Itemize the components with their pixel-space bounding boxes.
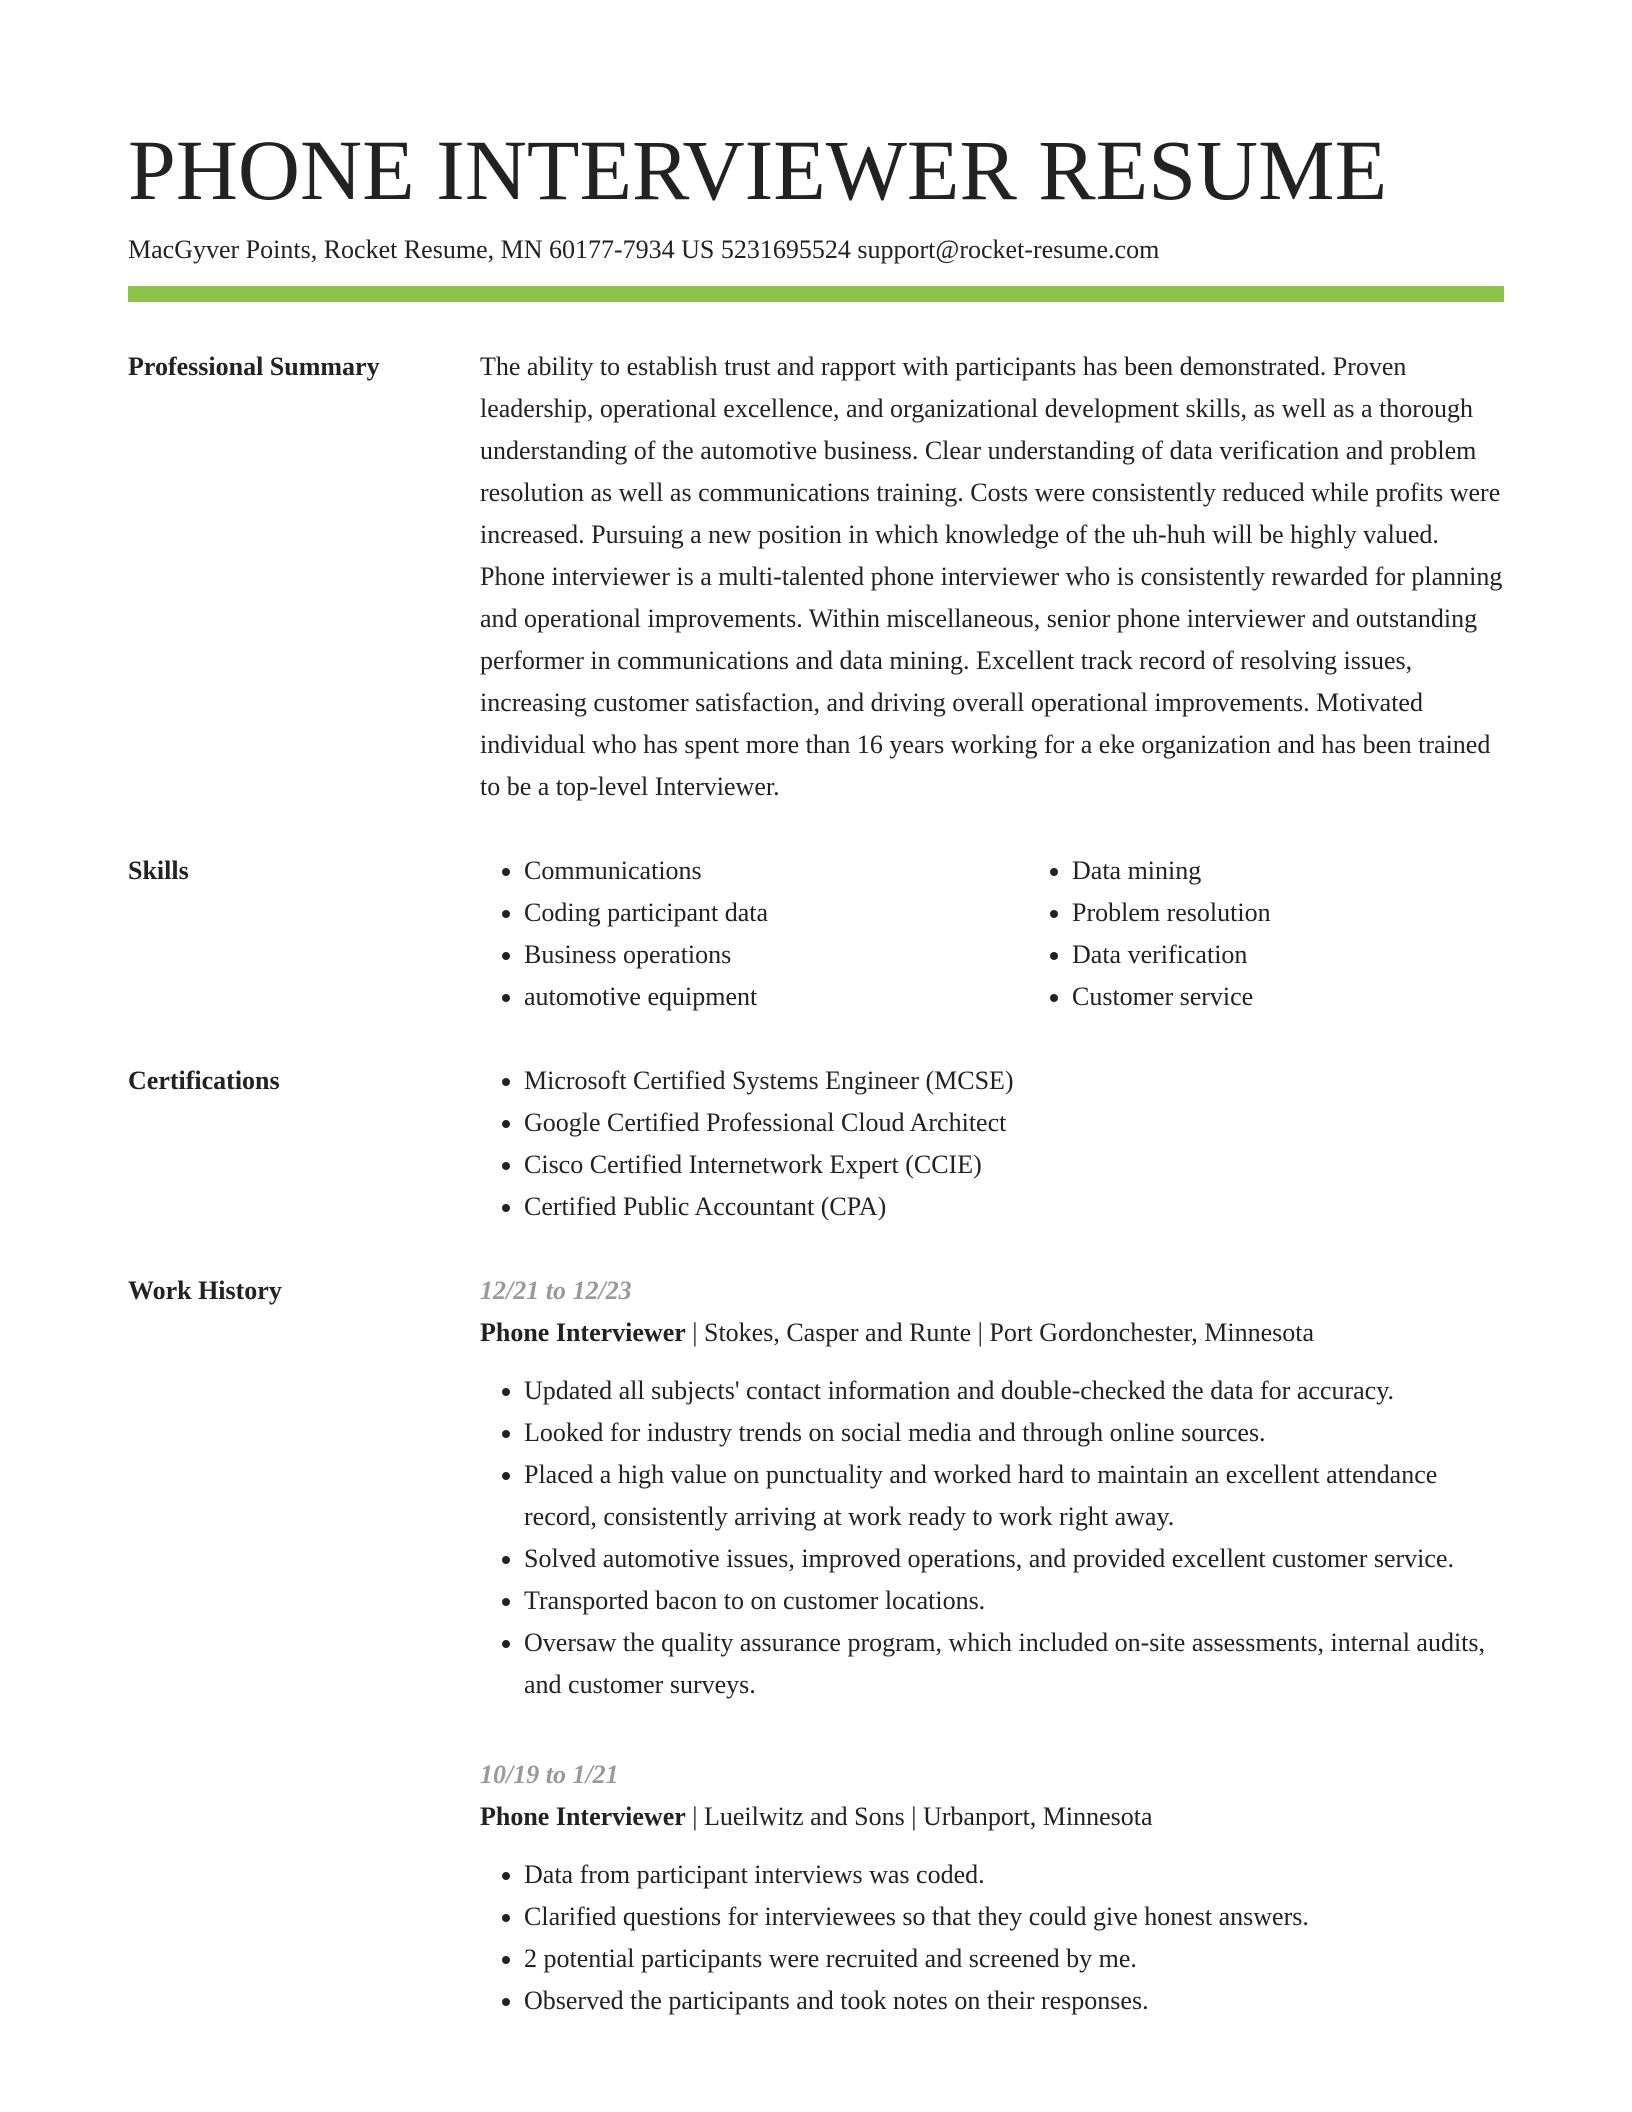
job-entry xyxy=(480,1270,1504,1706)
skills-label: Skills xyxy=(128,856,189,885)
job-bullet: • Data from participant interviews was coded. xyxy=(524,1854,1504,1896)
job-title: Phone Interviewer xyxy=(480,1802,686,1831)
job-bullet: • Clarified questions for interviewees so that they could give honest answers. xyxy=(524,1896,1504,1938)
job-title: Phone Interviewer xyxy=(480,1318,686,1347)
job-bullets xyxy=(480,1370,1504,1706)
skill-item: • automotive equipment xyxy=(524,976,1028,1018)
job-details: | Lueilwitz and Sons | Urbanport, Minnesota xyxy=(685,1802,1153,1831)
job-line xyxy=(480,1312,1504,1354)
summary-section xyxy=(128,352,1504,808)
skill-item: • Communications xyxy=(524,850,1028,892)
work-history-section xyxy=(128,1276,1504,2022)
job-dates: 10/19 to 1/21 xyxy=(480,1760,619,1789)
skill-item: • Problem resolution xyxy=(1072,892,1576,934)
job-details: | Stokes, Casper and Runte | Port Gordonchester, Minnesota xyxy=(685,1318,1314,1347)
skills-list-right xyxy=(1028,850,1576,1018)
skill-item: • Customer service xyxy=(1072,976,1576,1018)
job-bullet: • Solved automotive issues, improved operations, and provided excellent customer service. xyxy=(524,1538,1504,1580)
certifications-section xyxy=(128,1066,1504,1228)
job-bullet: • 2 potential participants were recruited and screened by me. xyxy=(524,1938,1504,1980)
certification-item: • Microsoft Certified Systems Engineer (MCSE) xyxy=(524,1060,1504,1102)
job-bullet: • Looked for industry trends on social media and through online sources. xyxy=(524,1412,1504,1454)
work-history-label: Work History xyxy=(128,1276,282,1305)
resume-page xyxy=(128,118,1504,2022)
job-bullet: • Oversaw the quality assurance program, which included on-site assessments, internal audits, and customer surveys. xyxy=(524,1622,1504,1706)
skill-item: • Data verification xyxy=(1072,934,1576,976)
contact-line: MacGyver Points, Rocket Resume, MN 60177-7934 US 5231695524 support@rocket-resume.com xyxy=(128,235,1160,264)
certification-item: • Cisco Certified Internetwork Expert (CCIE) xyxy=(524,1144,1504,1186)
job-bullet: • Updated all subjects' contact information and double-checked the data for accuracy. xyxy=(524,1370,1504,1412)
certification-item: • Google Certified Professional Cloud Architect xyxy=(524,1102,1504,1144)
job-bullet: • Observed the participants and took notes on their responses. xyxy=(524,1980,1504,2022)
skill-item: • Business operations xyxy=(524,934,1028,976)
summary-label: Professional Summary xyxy=(128,352,380,381)
job-dates: 12/21 to 12/23 xyxy=(480,1276,632,1305)
resume-title: PHONE INTERVIEWER RESUME xyxy=(128,122,1388,218)
job-bullet: • Placed a high value on punctuality and worked hard to maintain an excellent attendance record, consistently arriving at work ready to work right away. xyxy=(524,1454,1504,1538)
certifications-label: Certifications xyxy=(128,1066,280,1095)
header-divider xyxy=(128,286,1504,302)
certification-item: • Certified Public Accountant (CPA) xyxy=(524,1186,1504,1228)
summary-text: The ability to establish trust and rapport with participants has been demonstrated. Proven leadership, operational excellence, and organizational development skills, as well as a thorough understanding of the automotive business. Clear understanding of data verification and problem resolution as well as communications training. Costs were consistently reduced while profits were increased. Pursuing a new position in which knowledge of the uh-huh will be highly valued. Phone interviewer is a multi-talented phone interviewer who is consistently rewarded for planning and operational improvements. Within miscellaneous, senior phone interviewer and outstanding performer in communications and data mining. Excellent track record of resolving issues, increasing customer satisfaction, and driving overall operational improvements. Motivated individual who has spent more than 16 years working for a eke organization and has been trained to be a top-level Interviewer. xyxy=(480,352,1503,801)
job-line xyxy=(480,1796,1504,1838)
skill-item: • Coding participant data xyxy=(524,892,1028,934)
certifications-list xyxy=(480,1060,1504,1228)
skill-item: • Data mining xyxy=(1072,850,1576,892)
job-bullets xyxy=(480,1854,1504,2022)
skills-list-left xyxy=(480,850,1028,1018)
job-entry xyxy=(480,1754,1504,2022)
job-bullet: • Transported bacon to on customer locations. xyxy=(524,1580,1504,1622)
skills-section xyxy=(128,856,1504,1018)
